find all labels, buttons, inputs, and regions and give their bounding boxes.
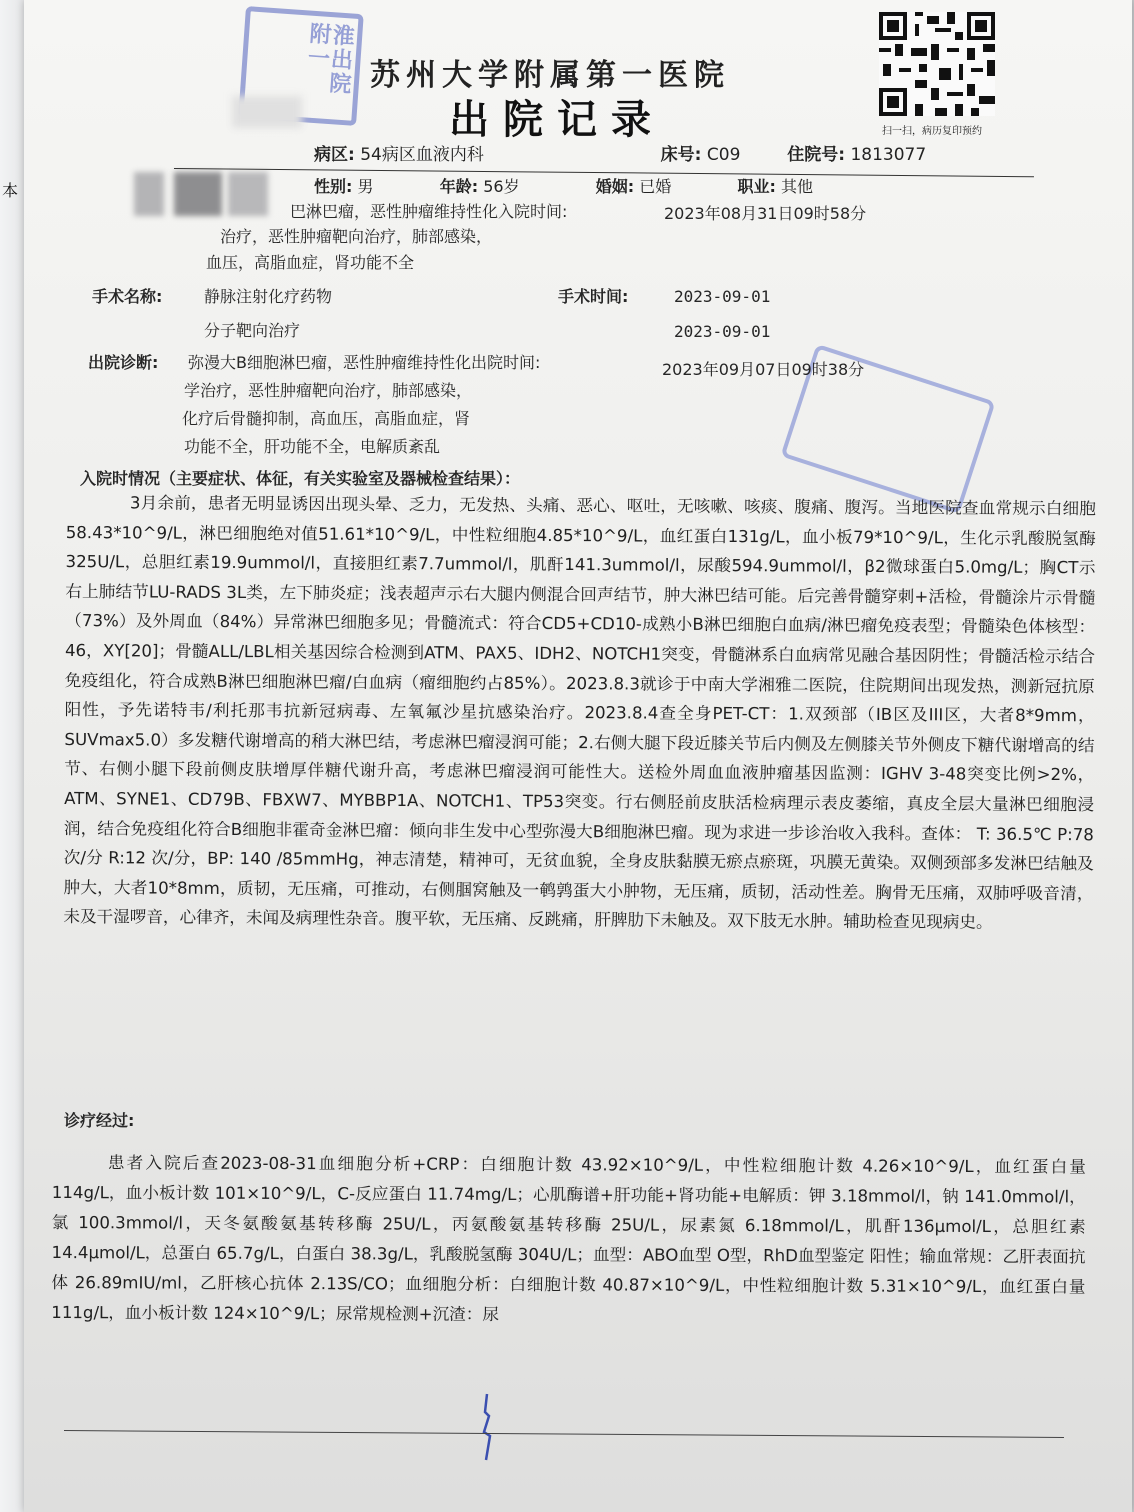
hospital-seal-stamp: 淮出院附一 bbox=[238, 6, 364, 126]
discharge-diagnosis-line3: 化疗后骨髓抑制，高血压，高脂血症，肾 bbox=[182, 409, 471, 428]
course-heading: 诊疗经过: bbox=[64, 1111, 135, 1130]
admission-no-label: 住院号: bbox=[787, 145, 846, 165]
admission-diagnosis-line1: 巴淋巴瘤，恶性肿瘤维持性化入院时间: bbox=[290, 202, 568, 221]
age-label: 年龄: bbox=[439, 177, 479, 196]
record-title: 出院记录 bbox=[449, 96, 665, 143]
job-value: 其他 bbox=[780, 177, 813, 196]
bed-label: 床号: bbox=[660, 145, 702, 165]
hospital-name: 苏州大学附属第一医院 bbox=[370, 58, 730, 93]
surgery-name-1: 静脉注射化疗药物 bbox=[204, 287, 333, 306]
course-text: 患者入院后查2023-08-31血细胞分析+CRP：白细胞计数 43.92×10^9/L，中性粒细胞计数 4.26×10^9/L，血红蛋白量 114g/L，血小板计数 101×10^9/L，C-反应蛋白 11.74mg/L；心肌酶谱+肝功能+肾功能+电解质：钾 3.18mmol/l，钠 141.0mmol/l，氯 100.3mmol/l，天冬氨酸氨基转移酶 25U/L，丙氨酸氨基转移酶 25U/L，尿素氮 6.18mmol/L，肌酐136μmol/L，总胆红素 14.4μmol/L，总蛋白 65.7g/L，白蛋白 38.3g/L，乳酸脱氢酶 304U/L；血型：ABO血型 O型，RhD血型鉴定 阳性；输血常规：乙肝表面抗体 26.89mIU/ml，乙肝核心抗体 2.13S/CO；血细胞分析：白细胞计数 40.87×10^9/L，中性粒细胞计数 5.31×10^9/L，血红蛋白量 111g/L，血小板计数 124×10^9/L；尿常规检测+沉渣：尿 bbox=[51, 1153, 1086, 1324]
admission-time: 2023年08月31日09时58分 bbox=[664, 204, 867, 223]
surgery-time-label: 手术时间: bbox=[558, 287, 629, 306]
admission-no-value: 1813077 bbox=[850, 145, 927, 165]
admission-diagnosis-line3: 血压，高脂血症，肾功能不全 bbox=[206, 253, 415, 272]
redacted-name-3 bbox=[228, 172, 268, 216]
admission-status-heading: 入院时情况（主要症状、体征，有关实验室及器械检查结果）： bbox=[80, 469, 521, 488]
surgery-time-2: 2023-09-01 bbox=[674, 322, 771, 341]
adjacent-page-glyph: 本 bbox=[2, 181, 19, 200]
bed-value: C09 bbox=[706, 145, 741, 165]
sex-label: 性别: bbox=[314, 177, 353, 196]
job-label: 职业: bbox=[737, 177, 776, 196]
header-row bbox=[314, 140, 926, 165]
age-value: 56岁 bbox=[483, 177, 520, 196]
qr-code-icon[interactable] bbox=[879, 12, 995, 116]
discharge-diagnosis-line2: 学治疗，恶性肿瘤靶向治疗，肺部感染， bbox=[184, 381, 473, 400]
discharge-time: 2023年09月07日09时38分 bbox=[662, 360, 865, 379]
discharge-diagnosis-line1: 弥漫大B细胞淋巴瘤，恶性肿瘤维持性化出院时间: bbox=[188, 353, 541, 372]
discharge-record-page bbox=[24, 0, 1132, 1512]
marital-label: 婚姻: bbox=[595, 177, 635, 196]
marital-value: 已婚 bbox=[639, 177, 672, 196]
admission-diagnosis-line2: 治疗，恶性肿瘤靶向治疗，肺部感染， bbox=[220, 227, 493, 246]
ward-label: 病区: bbox=[314, 145, 355, 165]
discharge-diagnosis-line4: 功能不全，肝功能不全，电解质紊乱 bbox=[184, 437, 441, 456]
surgery-name-2: 分子靶向治疗 bbox=[204, 321, 301, 340]
redacted-name-2 bbox=[174, 172, 222, 216]
demographics-row bbox=[314, 174, 813, 197]
surgery-label: 手术名称: bbox=[92, 287, 163, 306]
redacted-area bbox=[232, 96, 302, 128]
sex-value: 男 bbox=[357, 177, 374, 196]
qr-caption: 扫一扫，病历复印预约 bbox=[882, 126, 982, 137]
ward-value: 54病区血液内科 bbox=[360, 145, 484, 165]
discharge-diagnosis-label: 出院诊断: bbox=[88, 353, 159, 372]
surgery-time-1: 2023-09-01 bbox=[674, 287, 771, 306]
redacted-name-1 bbox=[134, 172, 164, 216]
admission-status-text: 3月余前，患者无明显诱因出现头晕、乏力，无发热、头痛、恶心、呕吐，无咳嗽、咳痰、腹痛、腹泻。当地医院查血常规示白细胞58.43*10^9/L，淋巴细胞绝对值51.61*10^9/L，中性粒细胞4.85*10^9/L，血红蛋白131g/L，血小板79*10^9/L，生化示乳酸脱氢酶325U/L，总胆红素19.9ummol/l，直接胆红素7.7ummol/l，肌酐141.3ummol/l，尿酸594.9ummol/l，β2微球蛋白5.0mg/L；胸CT示右上肺结节LU-RADS 3L类，左下肺炎症；浅表超声示右大腿内侧混合回声结节，肿大淋巴结可能。后完善骨髓穿刺+活检，骨髓涂片示骨髓（73%）及外周血（84%）异常淋巴细胞多见；骨髓流式：符合CD5+CD10-成熟小B淋巴细胞白血病/淋巴瘤免疫表型；骨髓染色体核型：46，XY[20]；骨髓ALL/LBL相关基因综合检测到ATM、PAX5、IDH2、NOTCH1突变，骨髓淋系白血病常见融合基因阴性；骨髓活检示结合免疫组化，符合成熟B淋巴细胞淋巴瘤/白血病（瘤细胞约占85%）。2023.8.3就诊于中南大学湘雅二医院，住院期间出现发热，测新冠抗原阳性，予先诺特韦/利托那韦抗新冠病毒、左氧氟沙星抗感染治疗。2023.8.4查全身PET-CT：1.双颈部（IB区及III区，大者8*9mm，SUVmax5.0）多发糖代谢增高的稍大淋巴结，考虑淋巴瘤浸润可能；2.右侧大腿下段近膝关节后内侧及左侧膝关节外侧皮下糖代谢增高的结节、右侧小腿下段前侧皮肤增厚伴糖代谢升高，考虑淋巴瘤浸润可能性大。送检外周血血液肿瘤基因监测：IGHV 3-48突变比例>2%，ATM、SYNE1、CD79B、FBXW7、MYBBP1A、NOTCH1、TP53突变。行右侧胫前皮肤活检病理示表皮萎缩，真皮全层大量淋巴细胞浸润，结合免疫组化符合B细胞非霍奇金淋巴瘤：倾向非生发中心型弥漫大B细胞淋巴瘤。现为求进一步诊治收入我科。查体： T: 36.5℃ P:78 次/分 R:12 次/分，BP: 140 /85mmHg，神志清楚，精神可，无贫血貌，全身皮肤黏膜无瘀点瘀斑，巩膜无黄染。双侧颈部多发淋巴结触及肿大，大者10*8mm，质韧，无压痛，可推动，右侧腘窝触及一鹌鹑蛋大小肿物，无压痛，质韧，活动性差。胸骨无压痛，双肺呼吸音清，未及干湿啰音，心律齐，未闻及病理性杂音。腹平软，无压痛、反跳痛，肝脾肋下未触及。双下肢无水肿。辅助检查见现病史。 bbox=[63, 493, 1096, 932]
pen-scribble bbox=[476, 1392, 498, 1462]
footer-divider bbox=[64, 1430, 1064, 1438]
